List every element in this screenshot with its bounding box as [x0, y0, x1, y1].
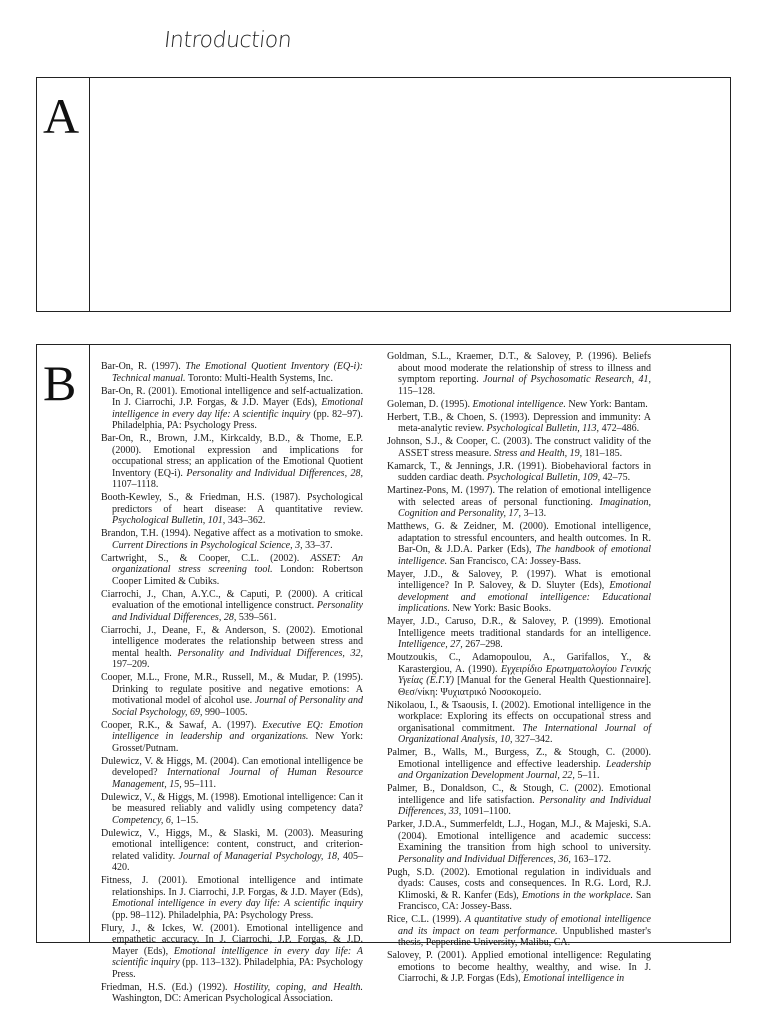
panel-a-label-column	[37, 78, 90, 311]
reference-text: 327–342.	[512, 734, 553, 745]
reference-text: 1–15.	[173, 814, 199, 826]
reference-text: Ciarrochi, J., Deane, F., & Anderson, S. (2002). Emotional intelligence moderates the relationship between stress and mental health.	[101, 624, 363, 659]
reference-source-title: Executive EQ: Emotion intelligence in leadership and organizations.	[112, 719, 363, 742]
reference-entry	[387, 485, 651, 520]
reference-entry	[387, 399, 651, 411]
reference-text: Bar-On, R. (1997).	[101, 361, 186, 372]
reference-entry	[101, 792, 363, 827]
panel-b	[36, 344, 731, 1004]
reference-source-title: Competency, 6,	[112, 814, 174, 826]
reference-source-title: Emotions in the workplace.	[521, 889, 633, 901]
reference-source-title: Emotional development and emotional intelligence: Educational implications.	[398, 580, 651, 614]
reference-text: London: Robertson Cooper Limited & Cubiks.	[112, 564, 364, 587]
reference-text: 1107–1118.	[112, 479, 159, 490]
reference-source-title: Imagination, Cognition and Personality, 17,	[398, 496, 651, 519]
reference-text: 5–11.	[574, 770, 600, 781]
reference-entry	[387, 436, 651, 459]
reference-text: 990–1005.	[202, 706, 248, 718]
panel-b-label-column	[37, 345, 90, 942]
reference-text: Cooper, R.K., & Sawaf, A. (1997).	[101, 719, 263, 731]
reference-source-title: ASSET: An organizational stress screening tool.	[112, 552, 363, 575]
reference-text: Pugh, S.D. (2002). Emotional regulation in individuals and dyads: Causes, costs and consequences. In R.G. Lord, R.J. Klimoski, & R. Kanfer (Eds),	[387, 866, 651, 901]
reference-entry	[387, 461, 651, 484]
reference-text: Washington, DC: American Psychological Association.	[112, 993, 333, 1004]
reference-text: Goldman, S.L., Kraemer, D.T., & Salovey, P. (1996). Beliefs about mood moderate the relationship of stress to illness and symptom reporting.	[387, 351, 651, 385]
reference-source-title: Psychological Bulletin, 109,	[486, 472, 601, 483]
reference-source-title: Emotional intelligence in every day life: A scientific inquiry	[112, 898, 363, 909]
reference-text: 472–486.	[599, 423, 640, 434]
reference-entry	[387, 950, 651, 985]
reference-text: Unpublished master's thesis, Pepperdine University, Malibu, CA.	[398, 925, 652, 948]
reference-text: Parker, J.D.A., Summerfeldt, L.J., Hogan, M.J., & Majeski, S.A. (2004). Emotional intelligence and academic success: Examining the transition from high school to university.	[387, 819, 651, 853]
reference-text: Nikolaou, I., & Tsaousis, I. (2002). Emotional intelligence in the workplace: Exploring its effects on occupational stress and organisational commitment.	[387, 699, 651, 734]
reference-entry	[387, 914, 651, 949]
reference-text: Kamarck, T., & Jennings, J.R. (1991). Biobehavioral factors in sudden cardiac death.	[387, 460, 651, 483]
reference-source-title: Emotional intelligence in every day life: A scientific inquiry	[112, 397, 363, 420]
reference-text: Moutzoukis, C., Adamopoulou, A., Garifallos, Y., & Karastergiou, A. (1990).	[387, 652, 651, 675]
reference-text: Dulewicz, V., Higgs, M., & Slaski, M. (2003). Measuring emotional intelligence: content, construct, and criterion-related validity.	[101, 827, 363, 862]
reference-source-title: Intelligence, 27,	[398, 639, 463, 650]
reference-entry	[101, 828, 363, 874]
reference-entry	[101, 492, 363, 527]
reference-text: Fitness, J. (2001). Emotional intelligence and intimate relationships. In J. Ciarrochi, J.P. Forgas, & J.D. Mayer (Eds),	[101, 875, 363, 898]
panel-a-label: A	[43, 88, 80, 144]
reference-text: Mayer, J.D., & Salovey, P. (1997). What is emotional intelligence? In P. Salovey, & D. Sluyter (Eds),	[387, 568, 651, 591]
reference-text: 343–362.	[225, 515, 266, 526]
reference-text: 115–128.	[398, 385, 436, 397]
reference-source-title: Journal of Managerial Psychology, 18,	[178, 850, 340, 862]
reference-source-title: A quantitative study of emotional intelligence and its impact on team performance.	[398, 914, 651, 937]
reference-text: Bar-On, R., Brown, J.M., Kirkcaldy, B.D., & Thome, E.P. (2000). Emotional expression and implications for occupational stress; an application of the Emotional Quotient Inventory (EQ-i).	[101, 433, 363, 479]
reference-entry	[101, 982, 363, 1005]
reference-text: Cartwright, S., & Cooper, C.L. (2002).	[101, 552, 311, 564]
panel-a	[36, 77, 731, 312]
reference-text: Herbert, T.B., & Choen, S. (1993). Depression and immunity: A meta-analytic review.	[387, 411, 651, 434]
reference-entry	[101, 386, 363, 432]
reference-entry	[387, 351, 651, 397]
reference-text: Johnson, S.J., & Cooper, C. (2003). The construct validity of the ASSET stress measure.	[387, 436, 651, 459]
reference-source-title: Hostility, coping, and Health.	[233, 981, 363, 993]
reference-text: Goleman, D. (1995).	[387, 398, 473, 410]
reference-entry	[101, 361, 363, 384]
panel-b-label: B	[43, 355, 77, 411]
reference-text: Bar-On, R. (2001). Emotional intelligence and self-actualization. In J. Ciarrochi, J.P. Forgas, & J.D. Mayer (Eds),	[101, 385, 363, 408]
reference-entry	[101, 672, 363, 718]
reference-entry	[101, 589, 363, 624]
reference-entry	[387, 412, 651, 435]
reference-entry	[101, 720, 363, 755]
reference-entry	[387, 867, 651, 913]
reference-entry	[387, 652, 651, 698]
reference-text: 405–420.	[112, 850, 363, 873]
reference-text: (pp. 82–97). Philadelphia, PA: Psychology Press.	[112, 408, 364, 431]
reference-source-title: Personality and Individual Differences, 33,	[398, 794, 651, 817]
reference-source-title: Personality and Individual Differences, 32,	[177, 647, 363, 659]
reference-entry	[101, 433, 363, 491]
reference-text: San Francisco, CA: Jossey-Bass.	[398, 889, 652, 912]
reference-entry	[387, 521, 651, 567]
reference-source-title: Personality and Individual Differences, 28,	[112, 600, 363, 623]
reference-text: Ciarrochi, J., Chan, A.Y.C., & Caputi, P. (2000). A critical evaluation of the emotional intelligence construct.	[101, 588, 363, 611]
reference-entry	[101, 528, 363, 551]
reference-text: New York: Grosset/Putnam.	[112, 731, 364, 754]
reference-text: Brandon, T.H. (1994). Negative affect as a motivation to smoke.	[101, 528, 363, 539]
reference-source-title: Emotional intelligence in every day life: A scientific inquiry	[112, 945, 363, 968]
reference-text: Friedman, H.S. (Ed.) (1992).	[101, 981, 234, 993]
reference-entry	[101, 875, 363, 921]
reference-text: 95–111.	[181, 778, 216, 790]
reference-text: Dulewicz, V. & Higgs, M. (2004). Can emotional intelligence be developed?	[101, 755, 363, 778]
reference-source-title: Emotional intelligence in	[523, 973, 625, 984]
reference-source-title: Psychological Bulletin, 101,	[112, 515, 226, 526]
reference-source-title: Current Directions in Psychological Science, 3,	[112, 539, 303, 551]
reference-entry	[387, 747, 651, 782]
handwritten-title: Introduction	[162, 28, 293, 53]
reference-entry	[101, 625, 363, 671]
reference-source-title: Εγχειρίδιο Ερωτηματολογίου Γενικής Υγείας (Ε.Γ.Υ)	[398, 663, 651, 686]
references-left-column	[101, 361, 363, 1006]
reference-entry	[387, 819, 651, 865]
reference-text: 33–37.	[302, 539, 333, 551]
reference-entry	[387, 700, 651, 746]
reference-source-title: International Journal of Human Resource Management, 15,	[112, 767, 363, 790]
reference-text: Palmer, B., Walls, M., Burgess, Z., & Stough, C. (2000). Emotional intelligence and effective leadership.	[387, 747, 651, 770]
reference-source-title: Personality and Individual Differences, 36,	[398, 853, 571, 865]
reference-text: Dulewicz, V., & Higgs, M. (1998). Emotional intelligence: Can it be measured reliably and validly using competency data?	[101, 791, 363, 814]
reference-text: (pp. 113–132). Philadelphia, PA: Psychology Press.	[112, 957, 363, 980]
reference-text: Palmer, B., Donaldson, C., & Stough, C. (2002). Emotional intelligence and life satisfaction.	[387, 783, 651, 806]
reference-text: San Francisco, CA: Jossey-Bass.	[447, 555, 582, 567]
reference-source-title: The International Journal of Organizational Analysis, 10,	[398, 722, 651, 745]
reference-text: Mayer, J.D., Caruso, D.R., & Salovey, P. (1999). Emotional Intelligence meets traditional standards for an intelligence.	[387, 616, 651, 639]
reference-source-title: The Emotional Quotient Inventory (EQ-i): Technical manual.	[112, 361, 364, 384]
reference-text: [Manual for the General Health Questionnaire]. Θεσ/νίκη: Ψυχιατρικό Νοσοκομείο.	[398, 675, 651, 698]
reference-source-title: Personality and Individual Differences, 28,	[186, 467, 363, 479]
reference-text: New York: Bantam.	[565, 398, 648, 410]
reference-text: Flury, J., & Ickes, W. (2001). Emotional intelligence and empathetic accuracy. In J. Ciarrochi, J.P. Forgas, & J.D. Mayer (Eds),	[101, 922, 363, 957]
reference-text: 267–298.	[462, 639, 503, 650]
reference-source-title: The handbook of emotional intelligence.	[398, 544, 651, 567]
reference-entry	[101, 756, 363, 791]
references-right-column	[387, 351, 651, 986]
reference-source-title: Journal of Psychosomatic Research, 41,	[483, 374, 651, 385]
reference-source-title: Emotional intelligence.	[472, 398, 566, 410]
reference-text: (pp. 98–112). Philadelphia, PA: Psychology Press.	[112, 909, 314, 921]
reference-entry	[101, 923, 363, 981]
reference-text: 163–172.	[570, 853, 611, 865]
reference-text: 3–13.	[521, 508, 547, 519]
reference-text: Rice, C.L. (1999).	[387, 914, 465, 925]
reference-text: 1091–1100.	[461, 806, 511, 817]
reference-text: 42–75.	[600, 472, 631, 483]
reference-source-title: Leadership and Organization Development Journal, 22,	[398, 758, 651, 781]
reference-text: 197–209.	[112, 659, 150, 670]
reference-source-title: Stress and Health, 19,	[493, 447, 583, 459]
reference-source-title: Psychological Bulletin, 113,	[486, 423, 600, 434]
reference-entry	[101, 553, 363, 588]
reference-entry	[387, 616, 651, 651]
reference-entry	[387, 783, 651, 818]
reference-source-title: Journal of Personality and Social Psychology, 69,	[112, 695, 363, 718]
reference-text: Booth-Kewley, S., & Friedman, H.S. (1987). Psychological predictors of heart disease: A quantitative review.	[101, 492, 363, 515]
reference-text: Salovey, P. (2001). Applied emotional intelligence: Regulating emotions to become healthy, wealthy, and wise. In J. Ciarrochi, & J.P. Forgas (Eds),	[387, 950, 651, 984]
reference-text: Martinez-Pons, M. (1997). The relation of emotional intelligence with selected areas of personal functioning.	[387, 485, 651, 508]
reference-entry	[387, 569, 651, 615]
reference-text: Toronto: Multi-Health Systems, Inc.	[185, 372, 333, 384]
reference-text: 539–561.	[236, 611, 277, 623]
reference-text: New York: Basic Books.	[449, 603, 552, 614]
reference-text: Cooper, M.L., Frone, M.R., Russell, M., & Mudar, P. (1995). Drinking to regulate positive and negative emotions: A motivational model of alcohol use.	[101, 672, 363, 706]
reference-text: 181–185.	[582, 447, 623, 459]
reference-text: Matthews, G. & Zeidner, M. (2000). Emotional intelligence, adaptation to stressful encounters, and health outcomes. In R. Bar-On, & J.D.A. Parker (Eds),	[387, 521, 651, 555]
